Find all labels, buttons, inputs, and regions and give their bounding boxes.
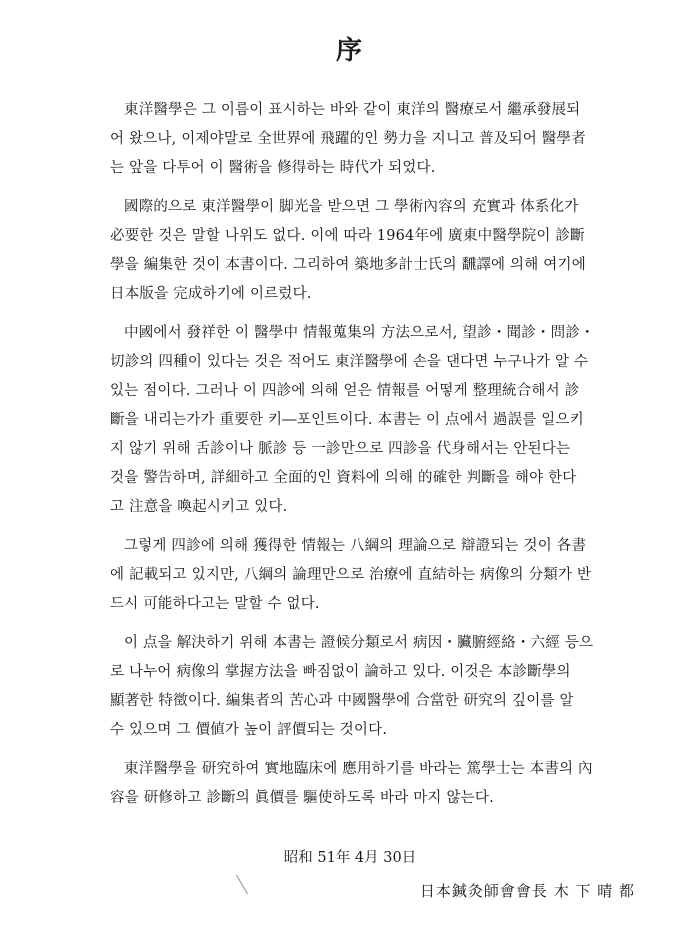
paragraph-line: 수 있으며 그 價値가 높이 評價되는 것이다. — [110, 722, 388, 738]
paragraph-line: 에 記載되고 있지만, 八綱의 論理만으로 治療에 直結하는 病像의 分類가 반 — [110, 567, 592, 583]
paragraph-line: 그렇게 四診에 의해 獲得한 情報는 八綱의 理論으로 辯證되는 것이 各書 — [124, 538, 587, 554]
paragraph-line: 日本版을 完成하기에 이르렀다. — [110, 286, 312, 302]
paragraph-line: 고 注意을 喚起시키고 있다. — [110, 499, 288, 515]
paragraph-line: 切診의 四種이 있다는 것은 적어도 東洋醫學에 손을 댄다면 누구나가 알 수 — [110, 354, 589, 370]
paragraph-line: 드시 可能하다고는 말할 수 없다. — [110, 596, 320, 612]
paragraph-3 — [110, 319, 650, 522]
paragraph-line: 學을 編集한 것이 本書이다. 그리하여 築地多計士氏의 飜譯에 의해 여기에 — [110, 257, 586, 273]
date-line: 昭和 51年 4月 30日 — [283, 850, 417, 866]
paragraph-line: 東洋醫學을 研究하여 實地臨床에 應用하기를 바라는 篤學士는 本書의 內 — [124, 761, 593, 777]
paragraph-line: 國際的으로 東洋醫學이 脚光을 받으면 그 學術內容의 充實과 体系化가 — [124, 199, 579, 215]
paragraph-5 — [110, 629, 650, 745]
paragraph-4 — [110, 532, 650, 619]
paragraph-line: 지 않기 위해 舌診이나 脈診 등 一診만으로 四診을 代身해서는 안된다는 — [110, 441, 571, 457]
paragraph-line: 것을 警告하며, 詳細하고 全面的인 資料에 의해 的確한 判斷을 해야 한다 — [110, 470, 577, 486]
paragraph-line: 中國에서 發祥한 이 醫學中 情報蒐集의 方法으로서, 望診・聞診・問診・ — [124, 325, 595, 341]
signature-line: 日本鍼灸師會會長 木 下 晴 都 — [419, 882, 635, 900]
preface-body — [110, 96, 650, 823]
paragraph-line: 東洋醫學은 그 이름이 표시하는 바와 같이 東洋의 醫療로서 繼承發展되 — [124, 102, 581, 118]
paragraph-line: 어 왔으나, 이제야말로 全世界에 飛躍的인 勢力을 지니고 普及되어 醫學者 — [110, 131, 586, 147]
paragraph-line: 顯著한 特徵이다. 編集者의 苦心과 中國醫學에 合當한 研究의 깊이를 알 — [110, 693, 574, 709]
paragraph-line: 必要한 것은 말할 나위도 없다. 이에 따라 1964年에 廣東中醫學院이 診斷 — [110, 228, 585, 244]
paragraph-6 — [110, 755, 650, 813]
paragraph-line: 이 点을 解決하기 위해 本書는 證候分類로서 病因・臟腑經絡・六經 등으 — [124, 635, 594, 651]
paragraph-line: 있는 점이다. 그러나 이 四診에 의해 얻은 情報를 어떻게 整理統合해서 診 — [110, 383, 580, 399]
paragraph-1 — [110, 96, 650, 183]
paragraph-line: 容을 研修하고 診斷의 眞價를 驅使하도록 바라 마지 않는다. — [110, 790, 494, 806]
paragraph-2 — [110, 193, 650, 309]
paragraph-line: 로 나누어 病像의 掌握方法을 빠짐없이 論하고 있다. 이것은 本診斷學의 — [110, 664, 571, 680]
page-title: 序 — [335, 36, 364, 66]
paragraph-line: 斷을 내리는가가 重要한 키―포인트이다. 本書는 이 点에서 過誤를 일으키 — [110, 412, 584, 428]
paragraph-line: 는 앞을 다투어 이 醫術을 修得하는 時代가 되었다. — [110, 160, 436, 176]
pen-mark — [236, 864, 267, 895]
